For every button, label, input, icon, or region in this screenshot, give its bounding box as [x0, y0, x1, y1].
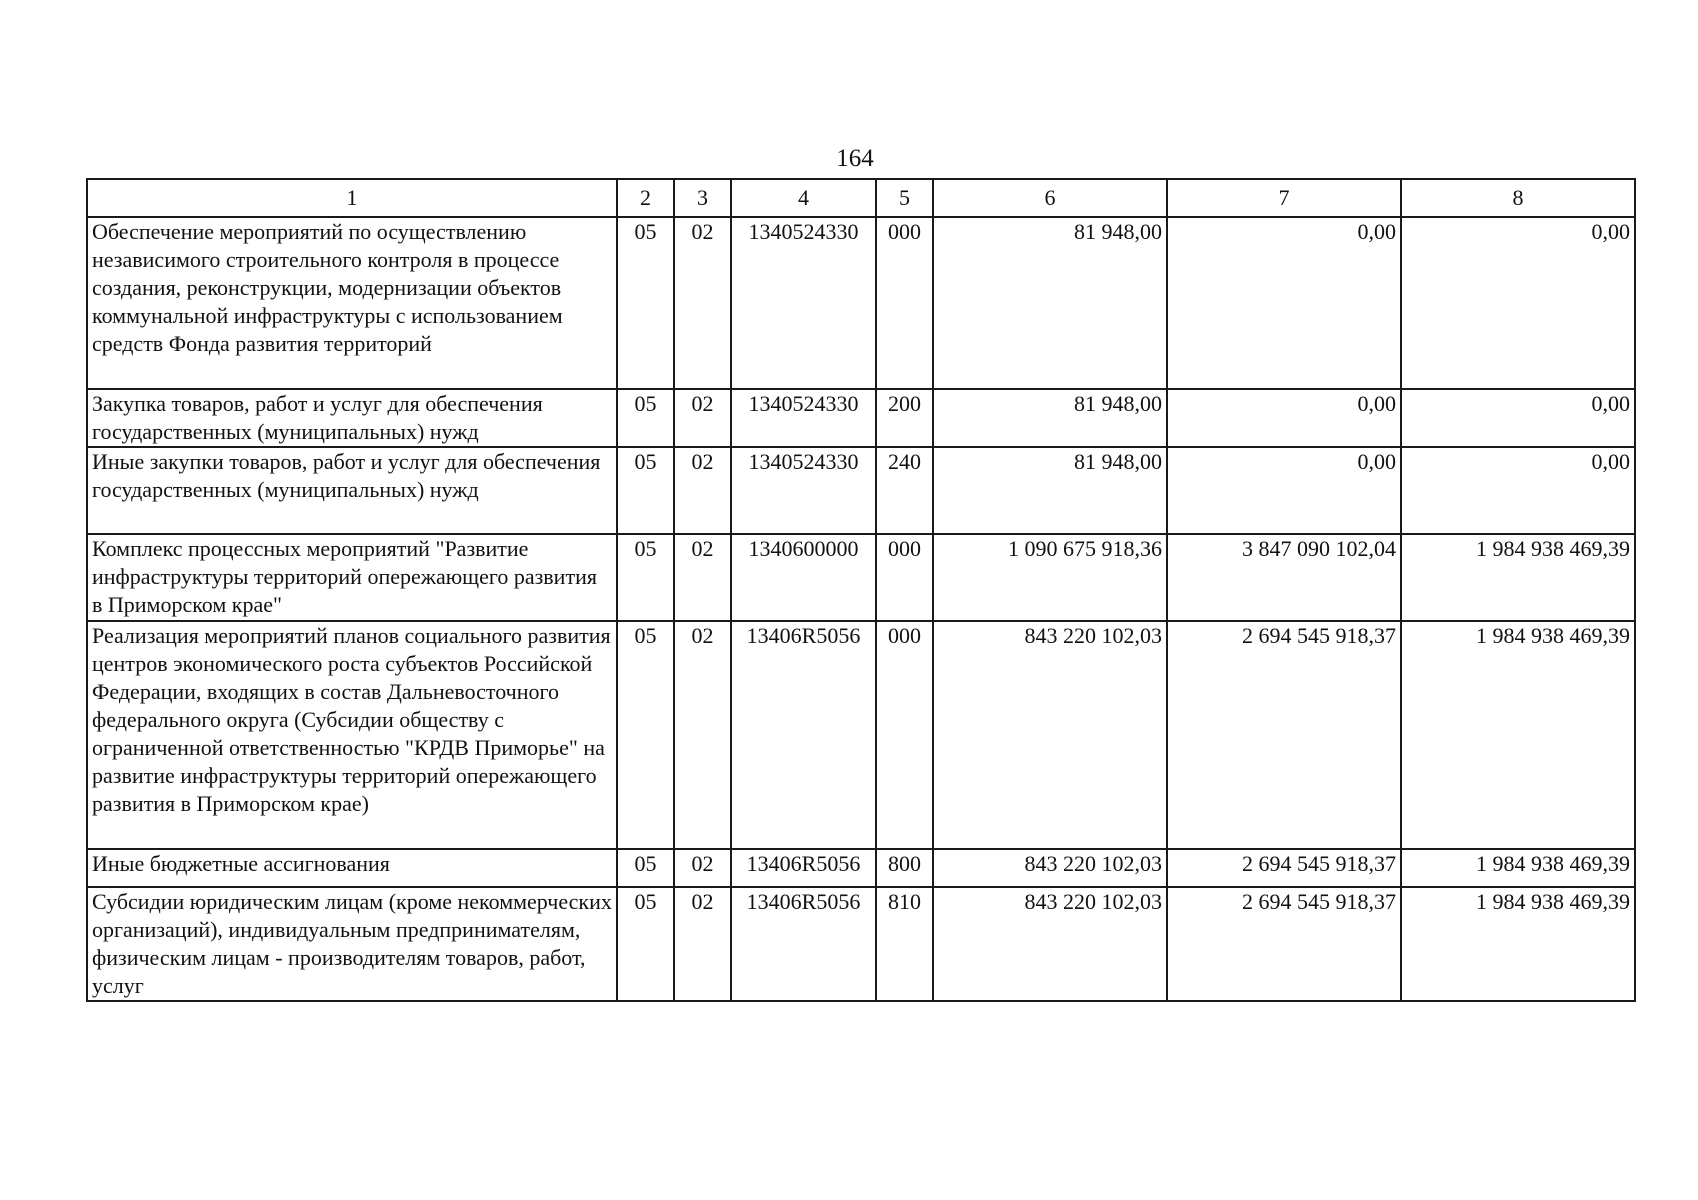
row-subsection-code: 02: [674, 621, 731, 849]
row-target-article: 13406R5056: [731, 849, 876, 887]
row-expense-type: 810: [876, 887, 933, 1001]
row-amount-col7: 0,00: [1167, 217, 1401, 389]
row-target-article: 1340524330: [731, 389, 876, 447]
row-subsection-code: 02: [674, 217, 731, 389]
row-amount-col7: 2 694 545 918,37: [1167, 887, 1401, 1001]
page-number: 164: [836, 145, 874, 172]
row-section-code: 05: [617, 447, 674, 534]
column-header: 5: [876, 179, 933, 217]
row-target-article: 13406R5056: [731, 621, 876, 849]
table-row: [87, 389, 1635, 447]
row-name: Иные закупки товаров, работ и услуг для обеспечения государственных (муниципальных) нужд: [87, 447, 617, 534]
row-amount-col7: 2 694 545 918,37: [1167, 621, 1401, 849]
row-target-article: 1340524330: [731, 447, 876, 534]
row-subsection-code: 02: [674, 849, 731, 887]
row-target-article: 1340600000: [731, 534, 876, 621]
row-expense-type: 000: [876, 534, 933, 621]
row-expense-type: 000: [876, 621, 933, 849]
table-row: [87, 534, 1635, 621]
row-section-code: 05: [617, 621, 674, 849]
row-target-article: 1340524330: [731, 217, 876, 389]
row-expense-type: 000: [876, 217, 933, 389]
row-subsection-code: 02: [674, 534, 731, 621]
row-subsection-code: 02: [674, 447, 731, 534]
row-amount-col7: 0,00: [1167, 447, 1401, 534]
budget-table: [86, 178, 1636, 1002]
row-amount-col8: 0,00: [1401, 447, 1635, 534]
row-name: Субсидии юридическим лицам (кроме некоммерческих организаций), индивидуальным предпринимателям, физическим лицам - производителям товаров, работ, услуг: [87, 887, 617, 1001]
column-header: 4: [731, 179, 876, 217]
table-row: [87, 217, 1635, 389]
row-name: Закупка товаров, работ и услуг для обеспечения государственных (муниципальных) нужд: [87, 389, 617, 447]
row-name: Реализация мероприятий планов социального развития центров экономического роста субъектов Российской Федерации, входящих в состав Дальневосточного федерального округа (Субсидии обществу с ограниченной ответственностью "КРДВ Приморье" на развитие инфраструктуры территорий опережающего развития в Приморском крае): [87, 621, 617, 849]
row-expense-type: 240: [876, 447, 933, 534]
row-amount-col8: 1 984 938 469,39: [1401, 534, 1635, 621]
column-header: 6: [933, 179, 1167, 217]
row-section-code: 05: [617, 389, 674, 447]
column-header: 8: [1401, 179, 1635, 217]
row-amount-col7: 2 694 545 918,37: [1167, 849, 1401, 887]
row-amount-col6: 843 220 102,03: [933, 621, 1167, 849]
table-row: [87, 447, 1635, 534]
row-amount-col7: 3 847 090 102,04: [1167, 534, 1401, 621]
header-row: [87, 179, 1635, 217]
table-row: [87, 887, 1635, 1001]
row-name: Комплекс процессных мероприятий "Развитие инфраструктуры территорий опережающего развития в Приморском крае": [87, 534, 617, 621]
row-subsection-code: 02: [674, 389, 731, 447]
row-amount-col6: 81 948,00: [933, 217, 1167, 389]
column-header: 2: [617, 179, 674, 217]
row-amount-col8: 0,00: [1401, 389, 1635, 447]
row-section-code: 05: [617, 849, 674, 887]
row-amount-col7: 0,00: [1167, 389, 1401, 447]
row-section-code: 05: [617, 534, 674, 621]
row-amount-col8: 1 984 938 469,39: [1401, 621, 1635, 849]
row-amount-col6: 81 948,00: [933, 389, 1167, 447]
row-amount-col8: 1 984 938 469,39: [1401, 887, 1635, 1001]
row-section-code: 05: [617, 887, 674, 1001]
row-target-article: 13406R5056: [731, 887, 876, 1001]
row-amount-col6: 843 220 102,03: [933, 887, 1167, 1001]
row-amount-col8: 1 984 938 469,39: [1401, 849, 1635, 887]
row-name: Обеспечение мероприятий по осуществлению независимого строительного контроля в процессе создания, реконструкции, модернизации объектов коммунальной инфраструктуры с использованием средств Фонда развития территорий: [87, 217, 617, 389]
column-header: 7: [1167, 179, 1401, 217]
row-amount-col6: 843 220 102,03: [933, 849, 1167, 887]
row-section-code: 05: [617, 217, 674, 389]
row-amount-col6: 81 948,00: [933, 447, 1167, 534]
row-expense-type: 800: [876, 849, 933, 887]
row-amount-col6: 1 090 675 918,36: [933, 534, 1167, 621]
row-name: Иные бюджетные ассигнования: [87, 849, 617, 887]
column-header: 1: [87, 179, 617, 217]
column-header: 3: [674, 179, 731, 217]
row-amount-col8: 0,00: [1401, 217, 1635, 389]
table-row: [87, 621, 1635, 849]
table-row: [87, 849, 1635, 887]
row-subsection-code: 02: [674, 887, 731, 1001]
row-expense-type: 200: [876, 389, 933, 447]
